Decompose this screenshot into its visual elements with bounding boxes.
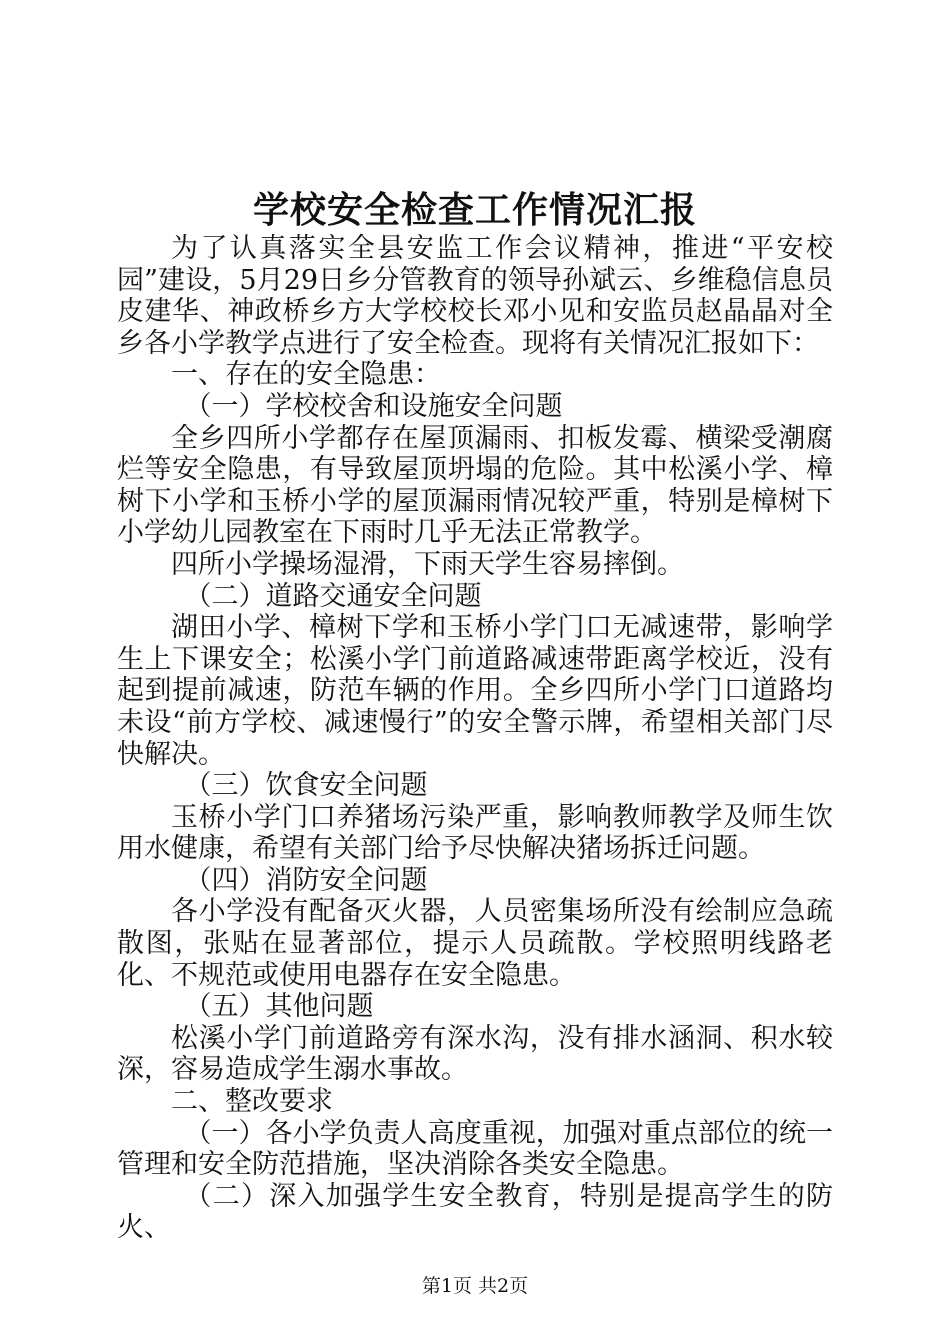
paragraph-buildings: 全乡四所小学都存在屋顶漏雨、扣板发霉、横梁受潮腐烂等安全隐患，有导致屋顶坍塌的危险。其中松溪小学、樟树下小学和玉桥小学的屋顶漏雨情况较严重，特别是樟树下小学幼儿园教室在下雨时几乎无法正常教学。: [117, 422, 833, 549]
paragraph-other: 松溪小学门前道路旁有深水沟，没有排水涵洞、积水较深，容易造成学生溺水事故。: [117, 1022, 833, 1086]
heading-hazards: 一、存在的安全隐患：: [171, 359, 441, 391]
paragraph-food: 玉桥小学门口养猪场污染严重，影响教师教学及师生饮用水健康，希望有关部门给予尽快解决猪场拆迁问题。: [117, 801, 833, 865]
document-title: 学校安全检查工作情况汇报: [252, 189, 697, 231]
paragraph-requirement-2: （二）深入加强学生安全教育，特别是提高学生的防火、: [117, 1180, 833, 1244]
paragraph-playground: 四所小学操场湿滑，下雨天学生容易摔倒。: [171, 548, 684, 580]
subheading-traffic: （二）道路交通安全问题: [184, 580, 482, 612]
document-body: [117, 233, 833, 1244]
heading-requirements: 二、整改要求: [171, 1086, 333, 1118]
subheading-food: （三）饮食安全问题: [184, 770, 428, 802]
paragraph-requirement-1: （一）各小学负责人高度重视，加强对重点部位的统一管理和安全防范措施，坚决消除各类安全隐患。: [117, 1117, 833, 1181]
subheading-fire: （四）消防安全问题: [184, 864, 428, 896]
subheading-buildings: （一）学校校舍和设施安全问题: [184, 390, 563, 422]
paragraph-fire: 各小学没有配备灭火器，人员密集场所没有绘制应急疏散图，张贴在显著部位，提示人员疏散。学校照明线路老化、不规范或使用电器存在安全隐患。: [117, 896, 833, 991]
page-footer: 第1页 共2页: [421, 1275, 529, 1297]
subheading-other: （五）其他问题: [184, 991, 374, 1023]
paragraph-traffic: 湖田小学、樟树下学和玉桥小学门口无减速带，影响学生上下课安全；松溪小学门前道路减速带距离学校近，没有起到提前减速，防范车辆的作用。全乡四所小学门口道路均未设“前方学校、减速慢行”的安全警示牌，希望相关部门尽快解决。: [117, 612, 833, 770]
paragraph-intro: 为了认真落实全县安监工作会议精神，推进“平安校园”建设，5月29日乡分管教育的领导孙斌云、乡维稳信息员皮建华、神政桥乡方大学校校长邓小见和安监员赵晶晶对全乡各小学教学点进行了安全检查。现将有关情况汇报如下：: [117, 233, 833, 359]
